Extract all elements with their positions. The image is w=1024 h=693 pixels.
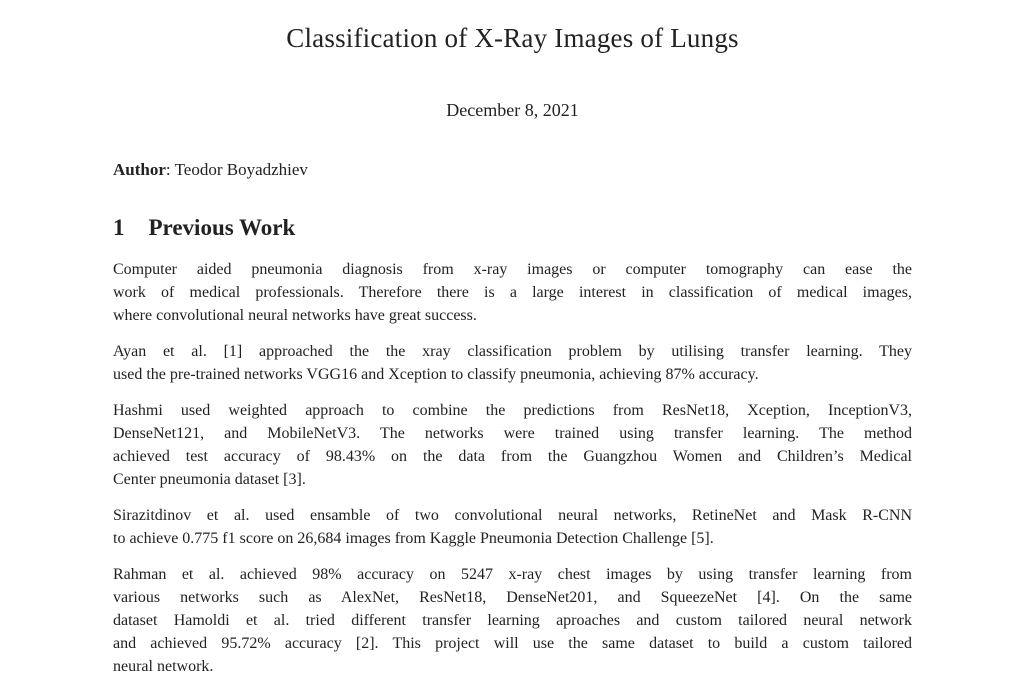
paragraph-line: and achieved 95.72% accuracy [2]. This project will use the same dataset to build a custom tailored <box>113 635 912 652</box>
paragraph <box>113 340 912 386</box>
paragraph <box>113 563 912 678</box>
paper-title: Classification of X-Ray Images of Lungs <box>286 23 739 53</box>
paragraph-line: Computer aided pneumonia diagnosis from x-ray images or computer tomography can ease the <box>113 261 912 278</box>
paragraphs <box>113 258 912 691</box>
section-heading <box>113 213 295 242</box>
paragraph-line: Sirazitdinov et al. used ensamble of two convolutional neural networks, RetineNet and Mask R-CNN <box>113 507 912 524</box>
section-title: Previous Work <box>148 215 296 240</box>
paragraph-line: Center pneumonia dataset [3]. <box>113 471 306 488</box>
paragraph-line: used the pre-trained networks VGG16 and Xception to classify pneumonia, achieving 87% accuracy. <box>113 366 759 383</box>
paragraph <box>113 399 912 491</box>
paragraph-line: Ayan et al. [1] approached the the xray classification problem by utilising transfer learning. They <box>113 343 912 360</box>
paragraph <box>113 258 912 327</box>
paragraph-line: neural network. <box>113 658 214 675</box>
paragraph-line: achieved test accuracy of 98.43% on the data from the Guangzhou Women and Children’s Medical <box>113 448 912 465</box>
section-number: 1 <box>113 215 125 240</box>
paragraph-line: work of medical professionals. Therefore there is a large interest in classification of medical images, <box>113 284 912 301</box>
paragraph-line: dataset Hamoldi et al. tried different transfer learning aproaches and custom tailored neural network <box>113 612 912 629</box>
paper-date: December 8, 2021 <box>446 100 579 120</box>
paragraph <box>113 504 912 550</box>
paragraph-line: DenseNet121, and MobileNetV3. The networks were trained using transfer learning. The method <box>113 425 912 442</box>
paragraph-line: to achieve 0.775 f1 score on 26,684 images from Kaggle Pneumonia Detection Challenge [5]. <box>113 530 714 547</box>
author-line <box>113 159 308 181</box>
paragraph-line: Hashmi used weighted approach to combine the predictions from ResNet18, Xception, InceptionV3, <box>113 402 912 419</box>
paper-page <box>113 0 912 693</box>
author-label: Author <box>113 160 166 179</box>
author-name: : Teodor Boyadzhiev <box>165 160 308 179</box>
paragraph-line: various networks such as AlexNet, ResNet18, DenseNet201, and SqueezeNet [4]. On the same <box>113 589 912 606</box>
paragraph-line: Rahman et al. achieved 98% accuracy on 5247 x-ray chest images by using transfer learning from <box>113 566 912 583</box>
paragraph-line: where convolutional neural networks have great success. <box>113 307 477 324</box>
